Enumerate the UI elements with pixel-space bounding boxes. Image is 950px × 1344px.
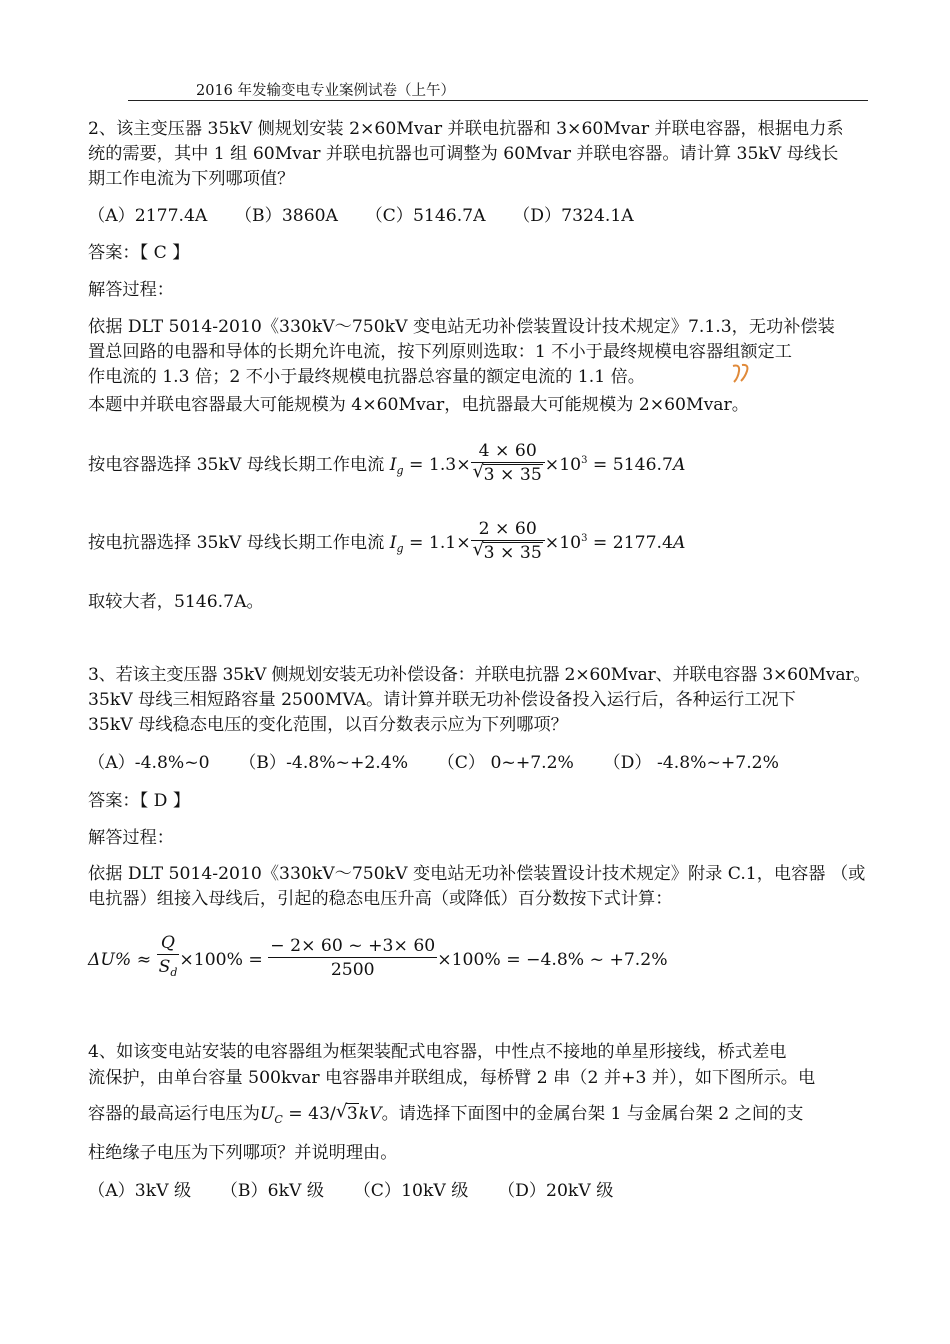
f2-tail: ×10 (544, 533, 582, 553)
q4-symbol-c: C (274, 1113, 283, 1126)
q2-line-1: 2、该主变压器 35kV 侧规划安装 2×60Mvar 并联电抗器和 3×60Mvar 并联电容器，根据电力系 (88, 119, 844, 139)
q3-denominator: 2500 (268, 957, 437, 982)
q2-line-2: 统的需要，其中 1 组 60Mvar 并联电抗器也可调整为 60Mvar 并联电容器。请计算 35kV 母线长 (88, 144, 839, 164)
q3-numerator: − 2× 60 ~ +3× 60 (270, 936, 436, 956)
q2-formula-capacitor (88, 438, 685, 494)
q4-sqrt: √ 3 (335, 1101, 358, 1124)
q3-line-3: 35kV 母线稳态电压的变化范围，以百分数表示应为下列哪项？ (88, 715, 568, 735)
q3-formula (88, 934, 668, 987)
q2-option-b: （B）3860A (234, 206, 338, 226)
q4-line-1: 4、如该变电站安装的电容器组为框架装配式电容器，中性点不接地的单星形接线，桥式差电 (88, 1042, 787, 1062)
q3-sd: $S_d$ (157, 954, 180, 985)
f2-result: = 2177.4 (592, 533, 673, 553)
q4-line-3 (88, 1102, 803, 1132)
f2-coefficient: = 1.1× (409, 533, 471, 553)
q4-line-2: 流保护，由单台容量 500kvar 电容器串并联组成，每桥臂 2 串（2 并+3 并），如下图所示。电 (88, 1068, 816, 1088)
q3-line-1: 3、若该主变压器 35kV 侧规划安装无功补偿设备：并联电抗器 2×60Mvar、并联电容器 3×60Mvar。 (88, 665, 871, 685)
f2-symbol-g: g (396, 542, 404, 555)
q2-line-3: 期工作电流为下列哪项值？ (88, 169, 295, 189)
q3-option-c: （C） 0~+7.2% (437, 753, 574, 773)
f2-symbol-i: I (389, 533, 397, 553)
f1-symbol-g: g (396, 464, 404, 477)
q2-option-a: （A）2177.4A (88, 206, 208, 226)
q3-option-d: （D） -4.8%~+7.2% (603, 753, 779, 773)
f1-coefficient: = 1.3× (409, 455, 471, 475)
q3-q: Q (160, 933, 176, 953)
f1-denominator (471, 462, 545, 487)
f1-exponent: 3 (581, 455, 588, 466)
q3-option-b: （B）-4.8%~+2.4% (239, 753, 409, 773)
q4-line-3-suffix: 。请选择下面图中的金属台架 1 与金属台架 2 之间的支 (381, 1104, 804, 1124)
q2-process-label: 解答过程： (88, 280, 174, 300)
page-header-title: 2016 年发输变电专业案例试卷（上午） (196, 83, 456, 99)
q4-eq: = 43/ (282, 1104, 336, 1124)
q3-answer: 答案：【 D 】 (88, 791, 191, 811)
q4-symbol-u: U (259, 1104, 275, 1124)
q2-formula-reactor (88, 516, 685, 572)
q3-options (88, 751, 779, 776)
q2-answer: 答案：【 C 】 (88, 243, 190, 263)
q4-line-4: 柱绝缘子电压为下列哪项？并说明理由。 (88, 1143, 398, 1163)
q2-basis-1: 依据 DLT 5014-2010《330kV～750kV 变电站无功补偿装置设计技术规定》7.1.3，无功补偿装 (88, 317, 835, 337)
q3-formula-result: ×100% = −4.8% ~ +7.2% (437, 950, 668, 970)
q3-fraction-main (268, 935, 437, 982)
f2-unit: A (672, 533, 686, 553)
q3-fraction-q-over-s (157, 932, 180, 985)
q3-process-label: 解答过程： (88, 828, 174, 848)
f1-tail: ×10 (544, 455, 582, 475)
f1-prefix: 按电容器选择 35kV 母线长期工作电流 (88, 455, 385, 475)
f2-fraction (471, 518, 545, 565)
f1-symbol-i: I (389, 455, 397, 475)
f1-unit: A (672, 455, 686, 475)
f2-numerator: 2 × 60 (478, 519, 537, 539)
f1-result: = 5146.7 (592, 455, 673, 475)
q2-basis-2: 置总回路的电器和导体的长期允许电流，按下列原则选取：1 不小于最终规模电容器组额定工 (88, 342, 792, 362)
f1-numerator: 4 × 60 (478, 441, 537, 461)
q4-option-d: （D）20kV 级 (497, 1181, 614, 1201)
header-rule (128, 100, 868, 101)
q2-option-c: （C）5146.7A (365, 206, 486, 226)
q2-options (88, 204, 634, 229)
q4-options (88, 1179, 613, 1204)
q2-basis-4: 本题中并联电容器最大可能规模为 4×60Mvar，电抗器最大可能规模为 2×60Mvar。 (88, 395, 749, 415)
annotation-mark-icon (728, 362, 752, 388)
q2-basis-3: 作电流的 1.3 倍；2 不小于最终规模电抗器总容量的额定电流的 1.1 倍。 (88, 367, 645, 387)
f2-sqrt: √ 3 × 35 (472, 539, 542, 563)
q4-option-b: （B）6kV 级 (220, 1181, 325, 1201)
q2-option-d: （D）7324.1A (513, 206, 634, 226)
q3-basis-2: 电抗器）组接入母线后，引起的稳态电压升高（或降低）百分数按下式计算： (88, 889, 673, 909)
q3-basis-1: 依据 DLT 5014-2010《330kV～750kV 变电站无功补偿装置设计技术规定》附录 C.1，电容器 （或 (88, 864, 866, 884)
f1-sqrt: √ 3 × 35 (472, 461, 542, 485)
q4-line-3-prefix: 容器的最高运行电压为 (88, 1104, 260, 1124)
q4-option-c: （C）10kV 级 (353, 1181, 469, 1201)
f2-prefix: 按电抗器选择 35kV 母线长期工作电流 (88, 533, 385, 553)
q3-line-2: 35kV 母线三相短路容量 2500MVA。请计算并联无功补偿设备投入运行后，各种运行工况下 (88, 690, 796, 710)
q3-formula-lhs: ΔU% ≈ (88, 950, 152, 970)
q3-option-a: （A）-4.8%~0 (88, 753, 210, 773)
f1-fraction (471, 440, 545, 487)
q2-conclusion: 取较大者，5146.7A。 (88, 592, 264, 612)
f2-denominator (471, 540, 545, 565)
q3-formula-mid: ×100% = (179, 950, 263, 970)
q4-kv: kV (358, 1104, 382, 1124)
q4-option-a: （A）3kV 级 (88, 1181, 192, 1201)
f2-exponent: 3 (581, 533, 588, 544)
